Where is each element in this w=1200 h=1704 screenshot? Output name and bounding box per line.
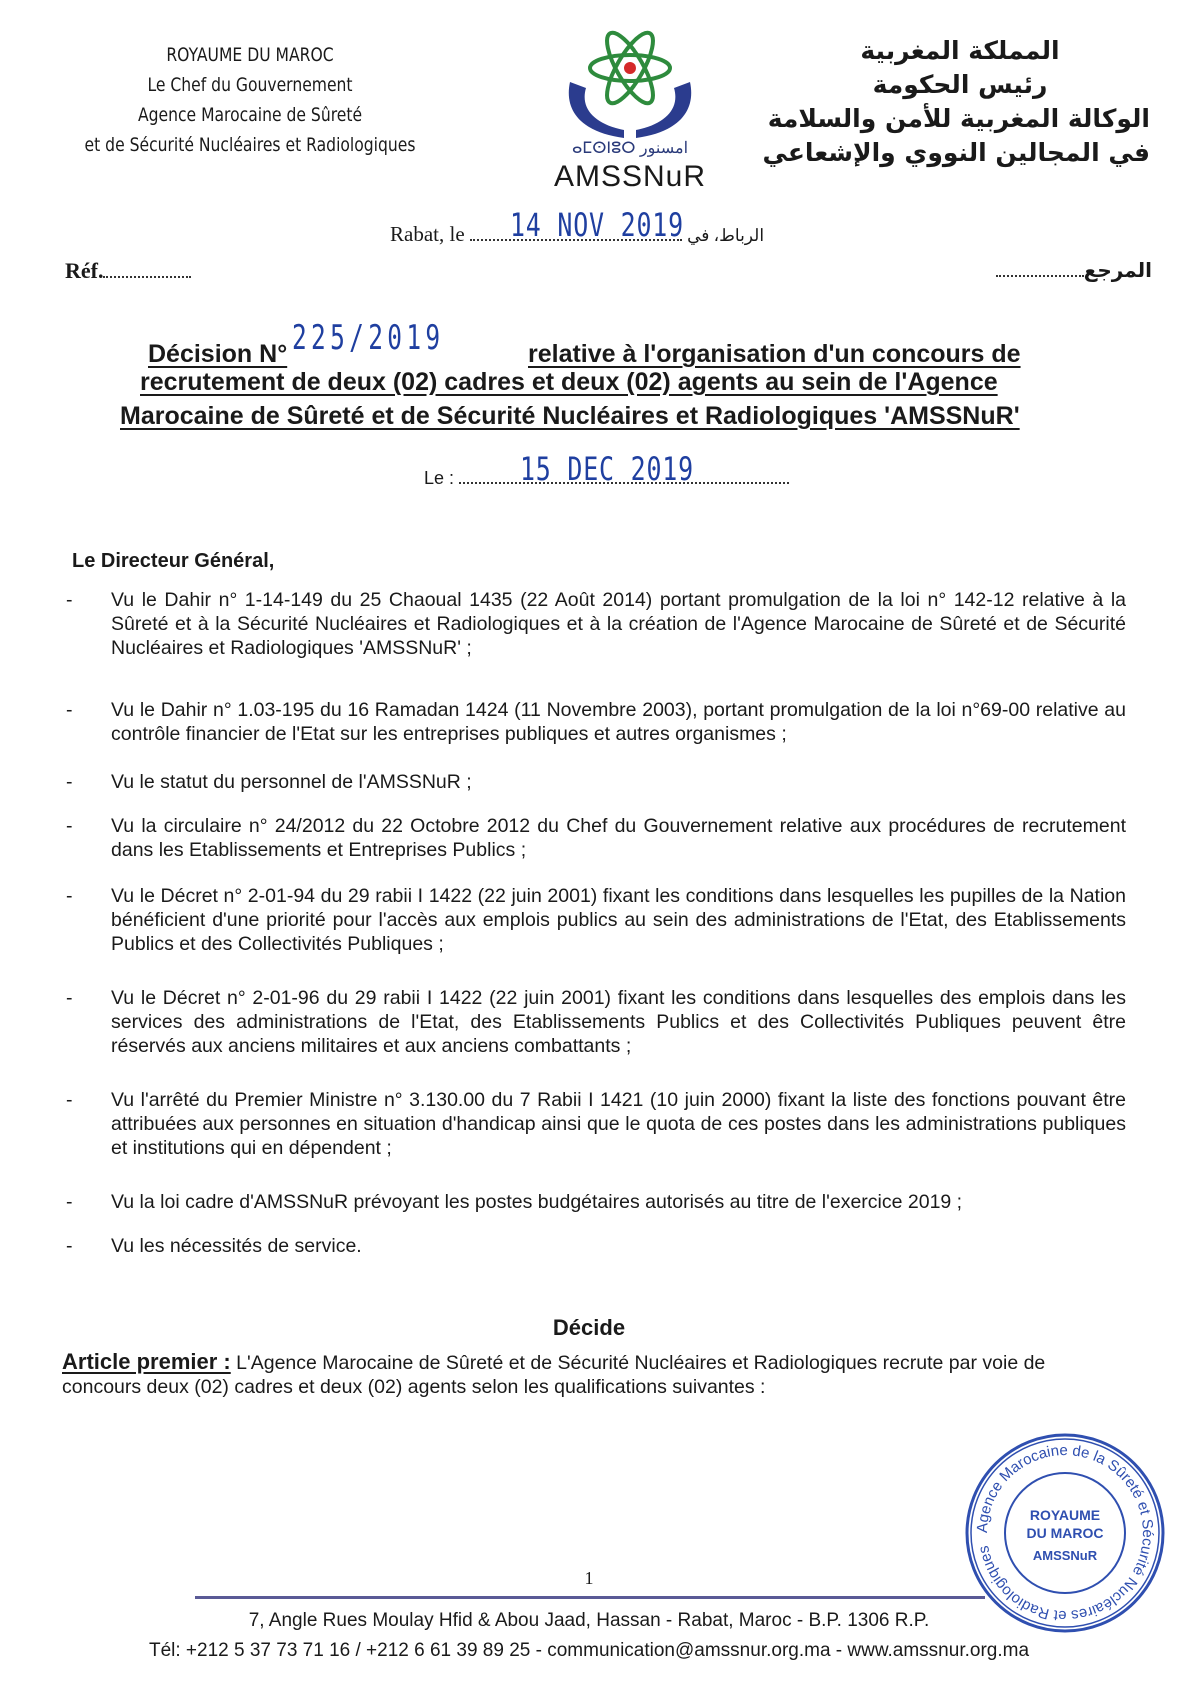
title-line-2: recrutement de deux (02) cadres et deux (02) agents au sein de l'Agence [140,368,998,396]
header-ar-line-3: الوكالة المغربية للأمن والسلامة [767,104,1150,133]
header-fr-line-2: Le Chef du Gouvernement [147,74,353,96]
page-number: 1 [584,1568,594,1588]
article-label: Article premier : [62,1349,231,1374]
reference-ar-dots [996,271,1084,277]
decision-date-label: Le : [424,468,455,488]
decision-number: 225/2019 [292,318,445,358]
seal-line-2: DU MAROC [1026,1525,1104,1541]
consideration-item: - Vu le Dahir n° 1.03-195 du 16 Ramadan 1424 (11 Novembre 2003), portant promulgation de la loi n°69-00 relative au contrôle financier de l'Etat sur les entreprises publiques et autres organismes ; [66,699,1126,745]
stamped-date-dec: 15 DEC 2019 [520,450,694,488]
header-fr-line-1: ROYAUME DU MAROC [166,44,334,66]
footer-contact: Tél: +212 5 37 73 71 16 / +212 6 61 39 89 25 - communication@amssnur.org.ma - www.amssnur.org.ma [148,1640,1030,1661]
header-arabic [762,34,1150,170]
title-line-1: relative à l'organisation d'un concours de [528,340,1021,368]
logo-arabic-tifinagh: ⴰⵎⵙⵏⵓⵔ امسنور [571,140,689,157]
footer-address: 7, Angle Rues Moulay Hfid & Abou Jaad, Hassan - Rabat, Maroc - B.P. 1306 R.P. [248,1610,930,1631]
official-seal-icon [962,1430,1168,1636]
seal-line-1: ROYAUME [1029,1507,1101,1523]
header-ar-line-2: رئيس الحكومة [872,70,1048,99]
header-fr-line-4: et de Sécurité Nucléaires et Radiologiques [84,134,416,156]
decide-heading: Décide [552,1315,626,1340]
consideration-item: - Vu les nécessités de service. [66,1235,362,1257]
reference-fr-label: Réf. [65,258,104,283]
consideration-item: - Vu le Décret n° 2-01-96 du 29 rabii I 1422 (22 juin 2001) fixant les conditions dans lesquelles des emplois dans les services des administrations de l'Etat, des Etablissements Publics et des Collectivités Publiques peuvent être réservés aux anciens militaires et aux anciens combattants ; [66,987,1126,1057]
consideration-item: - Vu le Décret n° 2-01-94 du 29 rabii I 1422 (22 juin 2001) fixant les conditions dans lesquelles les pupilles de la Nation bénéficient d'une priorité pour l'accès aux emplois publics au sein des administrations de l'Etat, des Etablissements Publics et des Collectivités Publiques ; [66,885,1126,955]
reference-ar-label: المرجع [1083,258,1152,282]
decision-prefix: Décision N° [148,340,288,368]
logo-name: AMSSNuR [553,160,707,193]
header-ar-line-1: المملكة المغربية [860,36,1060,65]
dateline-arabic: الرباط، في [687,226,765,245]
header-ar-line-4: في المجالين النووي والإشعاعي [762,138,1150,167]
article-text: L'Agence Marocaine de Sûreté et de Sécurité Nucléaires et Radiologiques recrute par voie de concours deux (02) cadres et deux (02) agents selon les qualifications suivantes : [62,1352,1046,1398]
reference-fr [65,258,191,284]
reference-ar [996,258,1152,282]
consideration-item: - Vu l'arrêté du Premier Ministre n° 3.130.00 du 7 Rabii I 1421 (10 juin 2000) fixant la liste des fonctions pouvant être attribuées aux personnes en situation d'handicap ainsi que le quota de ces postes dans les administrations publiques et institutions qui en dépendent ; [66,1089,1126,1159]
article-first [62,1350,1122,1399]
consideration-item: - Vu le Dahir n° 1-14-149 du 25 Chaoual 1435 (22 Août 2014) portant promulgation de la loi n° 142-12 relative à la Sûreté et à la Sécurité Nucléaires et Radiologiques et à la création de l'Agence Marocaine de Sûreté et de Sécurité Nucléaires et Radiologiques 'AMSSNuR' ; [66,589,1126,659]
director-heading: Le Directeur Général, [72,550,275,572]
dateline-prefix: Rabat, le [390,222,465,246]
consideration-item: - Vu la circulaire n° 24/2012 du 22 Octobre 2012 du Chef du Gouvernement relative aux procédures de recrutement dans les Etablissements et Entreprises Publics ; [66,815,1126,861]
consideration-item: - Vu la loi cadre d'AMSSNuR prévoyant les postes budgétaires autorisés au titre de l'exercice 2019 ; [66,1191,963,1213]
header-fr-line-3: Agence Marocaine de Sûreté [137,104,363,126]
seal-line-3: AMSSNuR [1032,1548,1098,1563]
consideration-item: - Vu le statut du personnel de l'AMSSNuR ; [66,771,472,793]
footer-rule [195,1596,985,1599]
reference-fr-dots [103,272,191,278]
title-line-3: Marocaine de Sûreté et de Sécurité Nucléaires et Radiologiques 'AMSSNuR' [120,402,1020,430]
header-french [78,40,422,160]
stamped-date-nov: 14 NOV 2019 [510,206,684,244]
seal-ring-text: Agence Marocaine de la Sûreté et Sécurité Nucléaires et Radiologiques [973,1441,1157,1625]
